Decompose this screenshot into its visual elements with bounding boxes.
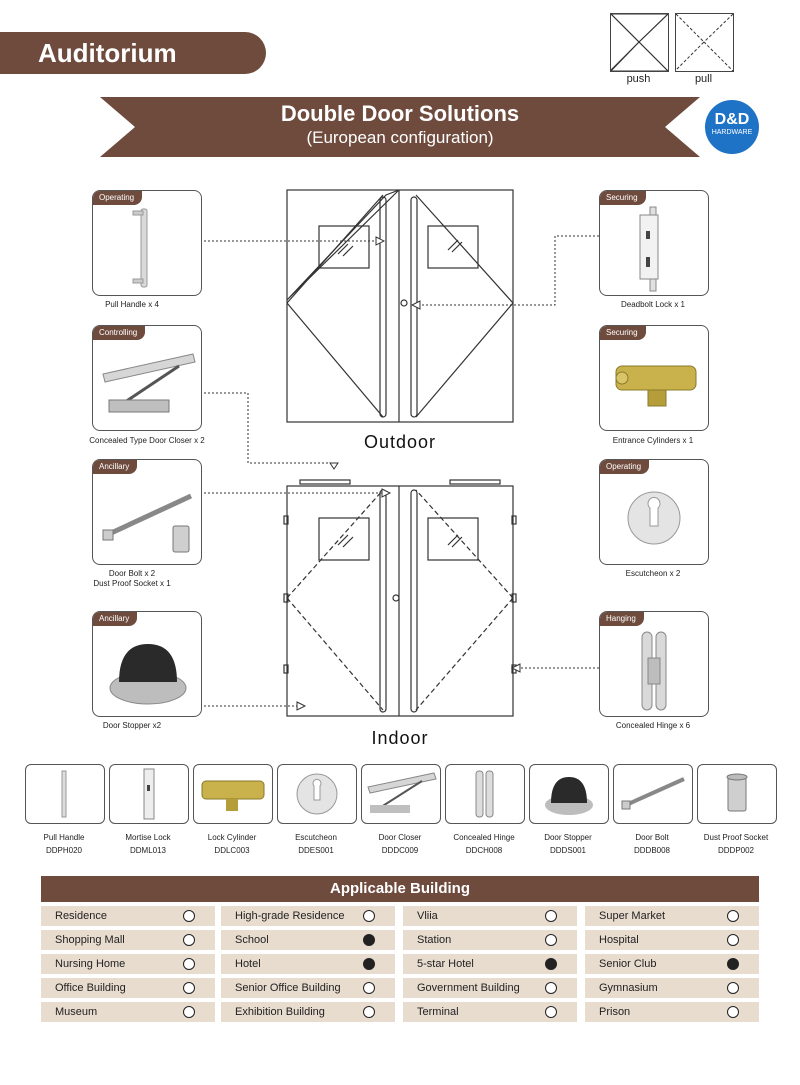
door-stopper-icon (103, 630, 193, 712)
pull-handle-icon (131, 205, 161, 291)
radio-0-3 (727, 910, 739, 922)
product-name: Concealed Hinge (453, 833, 515, 842)
outdoor-door (287, 190, 513, 422)
product-mortise-lock (109, 764, 189, 824)
building-label: Museum (55, 1006, 98, 1018)
concealed-hinge-icon (446, 765, 524, 823)
card-tag: Securing (600, 326, 646, 340)
building-cell (221, 978, 395, 998)
card-tag: Securing (600, 191, 646, 205)
building-label: Hospital (599, 934, 639, 946)
building-cell (585, 954, 759, 974)
indoor-door (284, 480, 516, 716)
pull-handle-icon (26, 765, 104, 823)
lock-cylinder-icon (608, 352, 702, 422)
building-label: Terminal (417, 1006, 459, 1018)
mortise-lock-icon (634, 205, 674, 293)
escutcheon-icon (278, 765, 356, 823)
product-door-stopper (529, 764, 609, 824)
radio-1-3 (727, 934, 739, 946)
building-label: Senior Office Building (235, 982, 341, 994)
door-stopper-icon (530, 765, 608, 823)
building-label: 5-star Hotel (417, 958, 474, 970)
building-label: Gymnasium (599, 982, 658, 994)
building-cell (221, 1002, 395, 1022)
radio-4-0 (183, 1006, 195, 1018)
caption-dust-proof-socket: Dust Proof Socket x 1 (93, 579, 171, 588)
radio-3-3 (727, 982, 739, 994)
building-label: Shopping Mall (55, 934, 125, 946)
building-cell (585, 906, 759, 926)
building-label: School (235, 934, 269, 946)
product-dust-proof-socket (697, 764, 777, 824)
card-pull-handle (92, 190, 202, 296)
product-code: DDDB008 (633, 846, 670, 855)
building-label: Government Building (417, 982, 520, 994)
product-code: DDML013 (129, 846, 166, 855)
card-concealed-hinge (599, 611, 709, 717)
caption-deadbolt-lock: Deadbolt Lock x 1 (620, 300, 686, 309)
radio-0-0 (183, 910, 195, 922)
radio-4-2 (545, 1006, 557, 1018)
caption-concealed-hinge: Concealed Hinge x 6 (615, 721, 691, 730)
card-tag: Controlling (93, 326, 145, 340)
radio-4-3 (727, 1006, 739, 1018)
card-door-stopper (92, 611, 202, 717)
door-closer-icon (362, 765, 440, 823)
building-cell (41, 1002, 215, 1022)
product-pull-handle (25, 764, 105, 824)
building-cell (403, 978, 577, 998)
building-label: Senior Club (599, 958, 657, 970)
building-cell (41, 906, 215, 926)
radio-0-2 (545, 910, 557, 922)
product-escutcheon (277, 764, 357, 824)
radio-2-0 (183, 958, 195, 970)
building-cell (585, 930, 759, 950)
door-closer-icon (99, 348, 197, 426)
caption-pull-handle: Pull Handle x 4 (105, 300, 159, 309)
door-bolt-icon (614, 765, 692, 823)
caption-door-stopper: Door Stopper x2 (102, 721, 162, 730)
card-door-closer (92, 325, 202, 431)
radio-2-1 (363, 958, 375, 970)
product-code: DDDP002 (717, 846, 754, 855)
building-cell (585, 978, 759, 998)
outdoor-label: Outdoor (363, 432, 437, 452)
building-label: High-grade Residence (235, 910, 345, 922)
building-label: Office Building (55, 982, 126, 994)
card-deadbolt-lock (599, 190, 709, 296)
product-code: DDLC003 (214, 846, 250, 855)
radio-1-2 (545, 934, 557, 946)
building-label: Hotel (235, 958, 261, 970)
building-cell (403, 930, 577, 950)
caption-door-bolt: Door Bolt x 2 (108, 569, 156, 578)
building-cell (403, 954, 577, 974)
radio-3-0 (183, 982, 195, 994)
product-concealed-hinge (445, 764, 525, 824)
product-door-closer (361, 764, 441, 824)
card-tag: Operating (93, 191, 142, 205)
dust-proof-socket-icon (698, 765, 776, 823)
caption-escutcheon: Escutcheon x 2 (625, 569, 681, 578)
card-tag: Operating (600, 460, 649, 474)
caption-entrance-cylinders: Entrance Cylinders x 1 (612, 436, 694, 445)
building-cell (403, 1002, 577, 1022)
radio-1-1 (363, 934, 375, 946)
product-name: Mortise Lock (125, 833, 171, 842)
pull-legend-label: pull (694, 73, 713, 85)
radio-3-2 (545, 982, 557, 994)
building-label: Prison (599, 1006, 631, 1018)
product-code: DDCH008 (465, 846, 503, 855)
building-cell (221, 930, 395, 950)
radio-3-1 (363, 982, 375, 994)
product-lock-cylinder (193, 764, 273, 824)
product-name: Dust Proof Socket (703, 833, 769, 842)
radio-4-1 (363, 1006, 375, 1018)
card-escutcheon (599, 459, 709, 565)
radio-0-1 (363, 910, 375, 922)
caption-door-closer: Concealed Type Door Closer x 2 (89, 436, 205, 445)
product-code: DDDS001 (549, 846, 586, 855)
logo-sub: HARDWARE (711, 129, 753, 136)
product-name: Door Closer (378, 833, 422, 842)
logo-name: D&D (714, 111, 750, 128)
building-cell (41, 930, 215, 950)
product-name: Lock Cylinder (207, 833, 257, 842)
radio-2-3 (727, 958, 739, 970)
indoor-label: Indoor (371, 728, 429, 748)
card-entrance-cylinders (599, 325, 709, 431)
page-title: Auditorium (0, 32, 266, 74)
card-tag: Hanging (600, 612, 644, 626)
push-legend-label: push (626, 73, 651, 85)
product-code: DDES001 (298, 846, 334, 855)
applicable-building-title: Applicable Building (41, 876, 759, 902)
escutcheon-icon (624, 484, 684, 554)
building-label: Nursing Home (55, 958, 126, 970)
building-label: Vliia (417, 910, 438, 922)
building-label: Exhibition Building (235, 1006, 325, 1018)
concealed-hinge-icon (634, 628, 674, 714)
product-name: Door Stopper (544, 833, 592, 842)
radio-1-0 (183, 934, 195, 946)
product-code: DDPH020 (45, 846, 82, 855)
product-name: Escutcheon (295, 833, 337, 842)
card-tag: Ancillary (93, 460, 137, 474)
building-label: Residence (55, 910, 107, 922)
building-label: Super Market (599, 910, 666, 922)
banner-title: Double Door Solutions (280, 101, 520, 126)
product-name: Pull Handle (43, 833, 85, 842)
mortise-lock-icon (110, 765, 188, 823)
card-tag: Ancillary (93, 612, 137, 626)
building-label: Station (417, 934, 452, 946)
door-bolt-icon (99, 482, 197, 560)
building-cell (585, 1002, 759, 1022)
product-door-bolt (613, 764, 693, 824)
building-cell (221, 906, 395, 926)
card-door-bolt (92, 459, 202, 565)
building-cell (41, 978, 215, 998)
building-cell (41, 954, 215, 974)
radio-2-2 (545, 958, 557, 970)
building-cell (221, 954, 395, 974)
banner-subtitle: (European configuration) (306, 128, 494, 147)
lock-cylinder-icon (194, 765, 272, 823)
building-cell (403, 906, 577, 926)
product-code: DDDC009 (381, 846, 419, 855)
product-name: Door Bolt (635, 833, 669, 842)
